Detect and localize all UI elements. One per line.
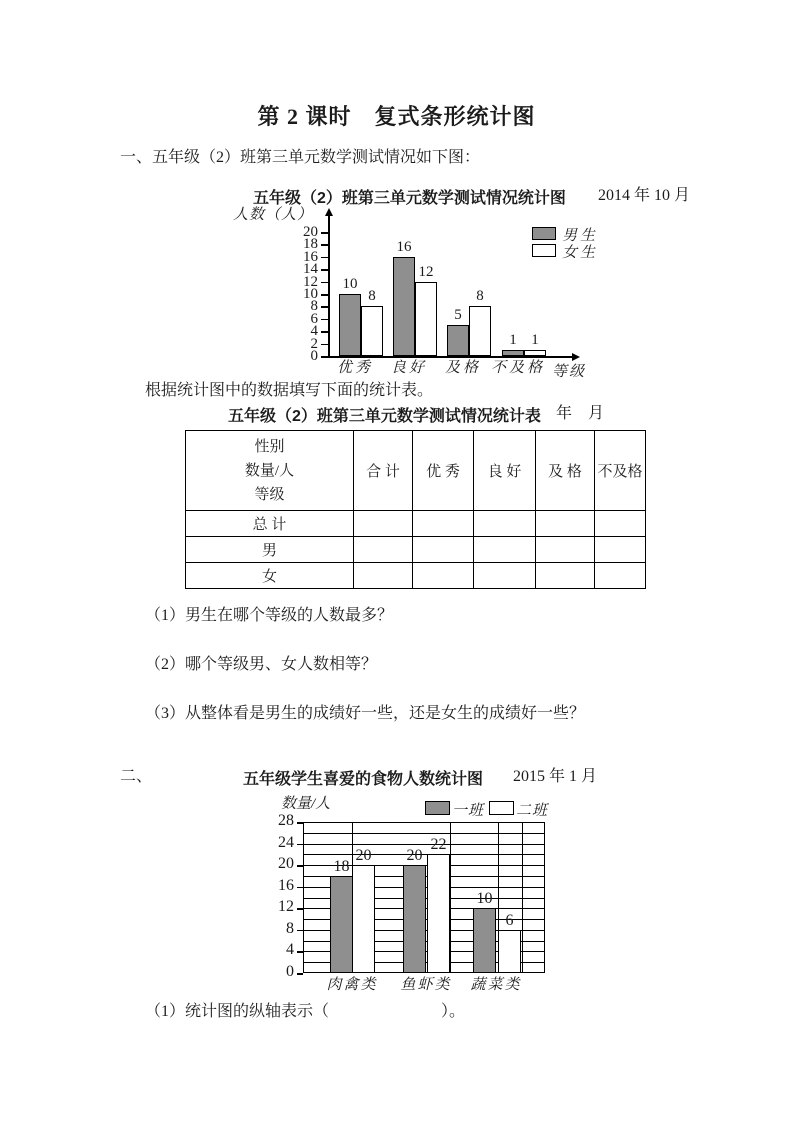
chart2-bar-s1-c2 — [498, 930, 521, 973]
chart1-bar-label-s1-c1: 12 — [418, 264, 434, 280]
chart1-y-tick-label: 8 — [310, 298, 318, 315]
chart2-bar-label-s0-c0: 18 — [333, 858, 350, 875]
chart2-y-tick — [297, 887, 303, 889]
chart2-bar-s0-c0 — [330, 876, 353, 973]
chart2-category-0: 肉禽类 — [326, 977, 378, 993]
chart2-title: 五年级学生喜爱的食物人数统计图 — [243, 771, 484, 788]
chart1-bar-label-s1-c3: 1 — [531, 332, 539, 348]
question-3: （3）从整体看是男生的成绩好一些，还是女生的成绩好一些？ — [145, 705, 586, 722]
chart2-v-gridline — [522, 822, 523, 973]
chart1-bar-label-s0-c2: 5 — [454, 307, 462, 323]
chart1-category-1: 良好 — [390, 360, 427, 376]
chart2-bar-label-s0-c1: 20 — [406, 847, 423, 864]
chart1-category-3: 不及格 — [490, 360, 545, 376]
chart2-bar-s0-c2 — [473, 908, 496, 973]
chart2-bar-label-s1-c0: 20 — [355, 847, 372, 864]
chart1-bar-label-s1-c0: 8 — [368, 288, 376, 304]
chart2-y-tick — [297, 822, 303, 824]
chart1-title: 五年级（2）班第三单元数学测试情况统计图 — [253, 190, 566, 207]
row-header-male: 男 — [186, 537, 354, 563]
chart2-h-gridline — [303, 833, 545, 834]
chart2-y-axis-label: 数量/人 — [281, 796, 331, 812]
chart2-legend-label-1: 二班 — [516, 803, 549, 819]
corner-line-quantity: 数量/人 — [244, 462, 295, 479]
chart2-y-tick — [297, 930, 303, 932]
chart2-bar-s1-c0 — [352, 865, 375, 973]
chart2-date: 2015 年 1 月 — [513, 768, 598, 785]
chart1-y-tick-label: 4 — [310, 323, 318, 340]
section2-question: （1）统计图的纵轴表示（ ）。 — [145, 1003, 466, 1020]
chart1-legend-label-0: 男生 — [562, 228, 599, 244]
chart1-y-tick-label: 10 — [303, 286, 318, 302]
section2-label: 二、 — [120, 768, 153, 785]
row-header-female: 女 — [186, 563, 354, 589]
chart2-y-tick-label: 28 — [278, 812, 294, 829]
chart1-legend-label-1: 女生 — [562, 245, 599, 261]
chart2-category-1: 鱼虾类 — [400, 977, 452, 993]
chart2-y-tick — [297, 951, 303, 953]
chart2-legend-swatch-0 — [425, 801, 450, 815]
chart1-category-2: 及格 — [444, 360, 481, 376]
col-header-total: 合 计 — [354, 431, 413, 511]
page-title: 第 2 课时 复式条形统计图 — [257, 104, 536, 129]
chart1-bar-label-s0-c0: 10 — [342, 276, 358, 292]
chart1-y-tick-label: 6 — [310, 310, 318, 327]
chart1-bar-label-s0-c3: 1 — [509, 332, 517, 348]
chart2-legend-label-0: 一班 — [452, 803, 485, 819]
chart2-y-tick-label: 0 — [286, 963, 294, 980]
chart2-bar-label-s1-c1: 22 — [430, 836, 447, 853]
chart2-bar-s0-c1 — [403, 865, 426, 973]
chart2-y-tick — [297, 865, 303, 867]
chart1-y-axis-label: 人数（人） — [233, 207, 314, 223]
question-1: （1）男生在哪个等级的人数最多？ — [145, 607, 394, 624]
table-title-date: 年 月 — [556, 405, 605, 422]
table-title: 五年级（2）班第三单元数学测试情况统计表 — [228, 408, 541, 425]
chart1-y-tick-label: 12 — [303, 273, 318, 290]
chart2-bar-label-s0-c2: 10 — [476, 890, 493, 907]
chart1-y-tick-label: 14 — [303, 261, 318, 278]
chart1-date: 2014 年 10 月 — [598, 187, 691, 204]
chart1-y-tick-label: 20 — [303, 224, 318, 240]
chart1-y-tick-label: 2 — [310, 335, 318, 352]
chart2-y-tick-label: 16 — [278, 876, 294, 894]
chart1-x-axis-label: 等级 — [552, 364, 587, 380]
chart1-y-tick-label: 16 — [303, 248, 318, 265]
chart2-category-2: 蔬菜类 — [470, 977, 522, 993]
chart2-y-tick-label: 12 — [278, 898, 294, 916]
chart2-y-tick-label: 8 — [286, 919, 294, 937]
chart1-bar-label-s0-c1: 16 — [396, 239, 412, 255]
chart2-y-tick-label: 20 — [278, 855, 294, 873]
row-header-total: 总 计 — [186, 511, 354, 537]
chart1-y-tick-label: 18 — [303, 236, 318, 253]
col-header-good: 良 好 — [474, 431, 536, 511]
chart2-y-tick — [297, 908, 303, 910]
chart2-y-tick-label: 4 — [286, 941, 294, 959]
question-2: （2）哪个等级男、女人数相等？ — [145, 656, 378, 673]
chart2-y-tick-label: 24 — [278, 833, 294, 851]
chart2-bar-label-s1-c2: 6 — [505, 912, 514, 929]
col-header-excellent: 优 秀 — [413, 431, 474, 511]
col-header-fail: 不及格 — [595, 431, 646, 511]
corner-line-grade: 等级 — [254, 486, 285, 503]
chart2-legend-swatch-1 — [489, 801, 514, 815]
corner-line-gender: 性别 — [254, 438, 285, 455]
chart1-category-0: 优秀 — [336, 360, 373, 376]
chart2-y-tick — [297, 973, 303, 975]
fill-note: 根据统计图中的数据填写下面的统计表。 — [145, 382, 434, 399]
section1-intro: 一、五年级（2）班第三单元数学测试情况如下图： — [120, 149, 481, 166]
chart1-bar-label-s1-c2: 8 — [476, 288, 484, 304]
chart2-y-tick — [297, 844, 303, 846]
chart2-bar-s1-c1 — [427, 854, 450, 973]
col-header-pass: 及 格 — [536, 431, 595, 511]
chart1-y-tick-label: 0 — [310, 348, 318, 364]
